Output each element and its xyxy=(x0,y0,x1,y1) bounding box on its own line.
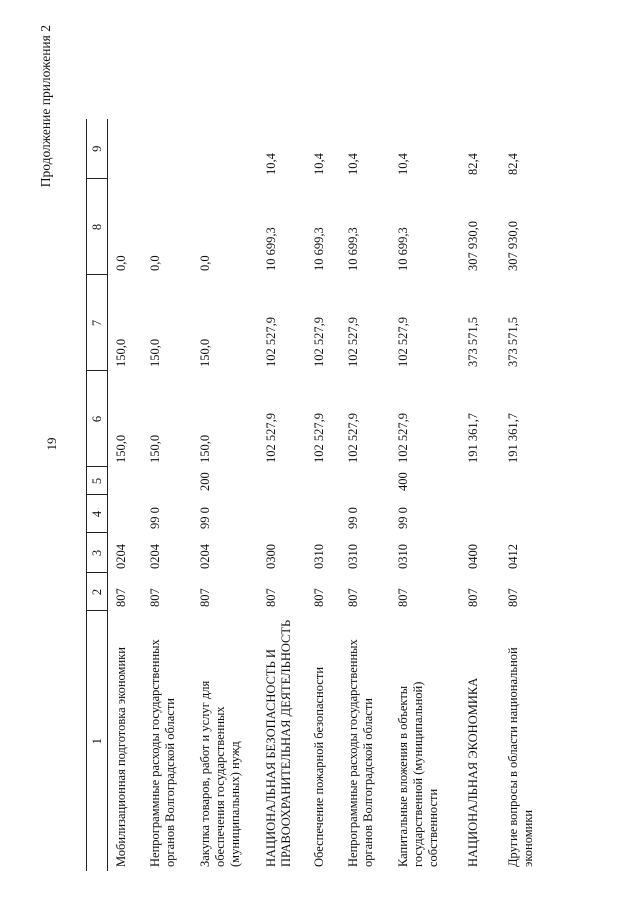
cell-expense-type xyxy=(142,467,192,495)
cell-col7: 150,0 xyxy=(197,338,212,367)
cell-program xyxy=(500,495,542,533)
col-header: 4 xyxy=(87,495,108,533)
cell-ministry: 807 xyxy=(395,588,410,607)
cell-col7: 102 527,9 xyxy=(311,317,326,367)
cell-section: 0310 xyxy=(311,544,326,569)
cell-expense-type xyxy=(306,467,340,495)
cell-col9: 10,4 xyxy=(395,153,410,175)
cell-section: 0204 xyxy=(147,544,162,569)
cell-col9: 10,4 xyxy=(263,153,278,175)
continuation-note: Продолжение приложения 2 xyxy=(38,25,53,188)
cell-section: 0412 xyxy=(505,544,520,569)
cell-col9: 82,4 xyxy=(505,153,520,175)
header-row xyxy=(87,119,108,871)
cell-ministry: 807 xyxy=(345,588,360,607)
row-name: Другие вопросы в области национальной экономики xyxy=(505,647,535,867)
cell-col8: 10 699,3 xyxy=(395,227,410,271)
cell-col7: 102 527,9 xyxy=(395,317,410,367)
table-row xyxy=(460,119,500,871)
cell-col8: 10 699,3 xyxy=(345,227,360,271)
cell-ministry: 807 xyxy=(505,588,520,607)
cell-ministry: 807 xyxy=(263,588,278,607)
cell-section: 0300 xyxy=(263,544,278,569)
cell-col6: 150,0 xyxy=(147,434,162,463)
cell-program: 99 0 xyxy=(345,507,360,529)
cell-expense-type xyxy=(460,467,500,495)
cell-col9: 10,4 xyxy=(345,153,360,175)
cell-program: 99 0 xyxy=(147,507,162,529)
page-number: 19 xyxy=(44,437,59,451)
row-name: Закупка товаров, работ и услуг для обеспечения государственных (муниципальных) нужд xyxy=(197,680,242,867)
col-header: 7 xyxy=(87,275,108,371)
cell-program: 99 0 xyxy=(197,507,212,529)
cell-col9: 10,4 xyxy=(311,153,326,175)
cell-ministry: 807 xyxy=(147,588,162,607)
col-header: 3 xyxy=(87,533,108,573)
cell-col8: 307 930,0 xyxy=(465,221,480,271)
cell-section: 0310 xyxy=(345,544,360,569)
cell-section: 0204 xyxy=(114,544,128,569)
cell-expense-type xyxy=(500,467,542,495)
cell-col6: 102 527,9 xyxy=(263,413,278,463)
budget-table xyxy=(86,119,542,871)
cell-program xyxy=(258,495,306,533)
cell-expense-type xyxy=(258,467,306,495)
cell-col8: 0,0 xyxy=(147,255,162,271)
cell-col9 xyxy=(142,119,192,179)
cell-program: 99 0 xyxy=(395,507,410,529)
row-name: Капитальные вложения в объекты государственной (муниципальной) собственности xyxy=(395,681,440,867)
cell-program xyxy=(108,495,142,533)
cell-col6: 191 361,7 xyxy=(505,413,520,463)
cell-col8: 0,0 xyxy=(114,255,128,271)
cell-col8: 10 699,3 xyxy=(311,227,326,271)
col-header: 1 xyxy=(87,611,108,871)
table-row xyxy=(192,119,258,871)
row-name: Непрограммные расходы государственных органов Волгоградской области xyxy=(147,639,177,867)
row-name: Обеспечение пожарной безопасности xyxy=(311,666,326,867)
cell-ministry: 807 xyxy=(197,588,212,607)
cell-expense-type: 400 xyxy=(395,472,410,491)
col-header: 8 xyxy=(87,179,108,275)
cell-col8: 307 930,0 xyxy=(505,221,520,271)
cell-ministry: 807 xyxy=(311,588,326,607)
cell-program xyxy=(306,495,340,533)
col-header: 2 xyxy=(87,573,108,611)
cell-section: 0400 xyxy=(465,544,480,569)
row-name: Непрограммные расходы государственных органов Волгоградской области xyxy=(345,639,375,867)
cell-col6: 150,0 xyxy=(114,434,128,463)
table-row xyxy=(258,119,306,871)
col-header: 5 xyxy=(87,467,108,495)
cell-expense-type xyxy=(340,467,390,495)
cell-expense-type: 200 xyxy=(197,472,212,491)
cell-col6: 102 527,9 xyxy=(345,413,360,463)
row-name: НАЦИОНАЛЬНАЯ БЕЗОПАСНОСТЬ И ПРАВООХРАНИТЕЛЬНАЯ ДЕЯТЕЛЬНОСТЬ xyxy=(263,619,293,867)
table-row xyxy=(142,119,192,871)
table-row xyxy=(306,119,340,871)
cell-col6: 102 527,9 xyxy=(311,413,326,463)
cell-col9 xyxy=(192,119,258,179)
cell-program xyxy=(460,495,500,533)
cell-section: 0204 xyxy=(197,544,212,569)
cell-col8: 0,0 xyxy=(197,255,212,271)
cell-col7: 102 527,9 xyxy=(345,317,360,367)
row-name: НАЦИОНАЛЬНАЯ ЭКОНОМИКА xyxy=(465,677,480,867)
cell-section: 0310 xyxy=(395,544,410,569)
table-row xyxy=(390,119,460,871)
cell-col6: 102 527,9 xyxy=(395,413,410,463)
table-row xyxy=(340,119,390,871)
row-name: Мобилизационная подготовка экономики xyxy=(114,647,128,867)
cell-col7: 373 571,5 xyxy=(505,317,520,367)
cell-col6: 191 361,7 xyxy=(465,413,480,463)
cell-col9: 82,4 xyxy=(465,153,480,175)
cell-ministry: 807 xyxy=(114,588,128,607)
cell-col7: 150,0 xyxy=(114,338,128,367)
col-header: 6 xyxy=(87,371,108,467)
cell-col9 xyxy=(108,119,142,179)
col-header: 9 xyxy=(87,119,108,179)
cell-col8: 10 699,3 xyxy=(263,227,278,271)
table-row xyxy=(500,119,542,871)
cell-col6: 150,0 xyxy=(197,434,212,463)
cell-col7: 150,0 xyxy=(147,338,162,367)
cell-expense-type xyxy=(108,467,142,495)
cell-col7: 102 527,9 xyxy=(263,317,278,367)
table-row xyxy=(108,119,142,871)
cell-col7: 373 571,5 xyxy=(465,317,480,367)
cell-ministry: 807 xyxy=(465,588,480,607)
